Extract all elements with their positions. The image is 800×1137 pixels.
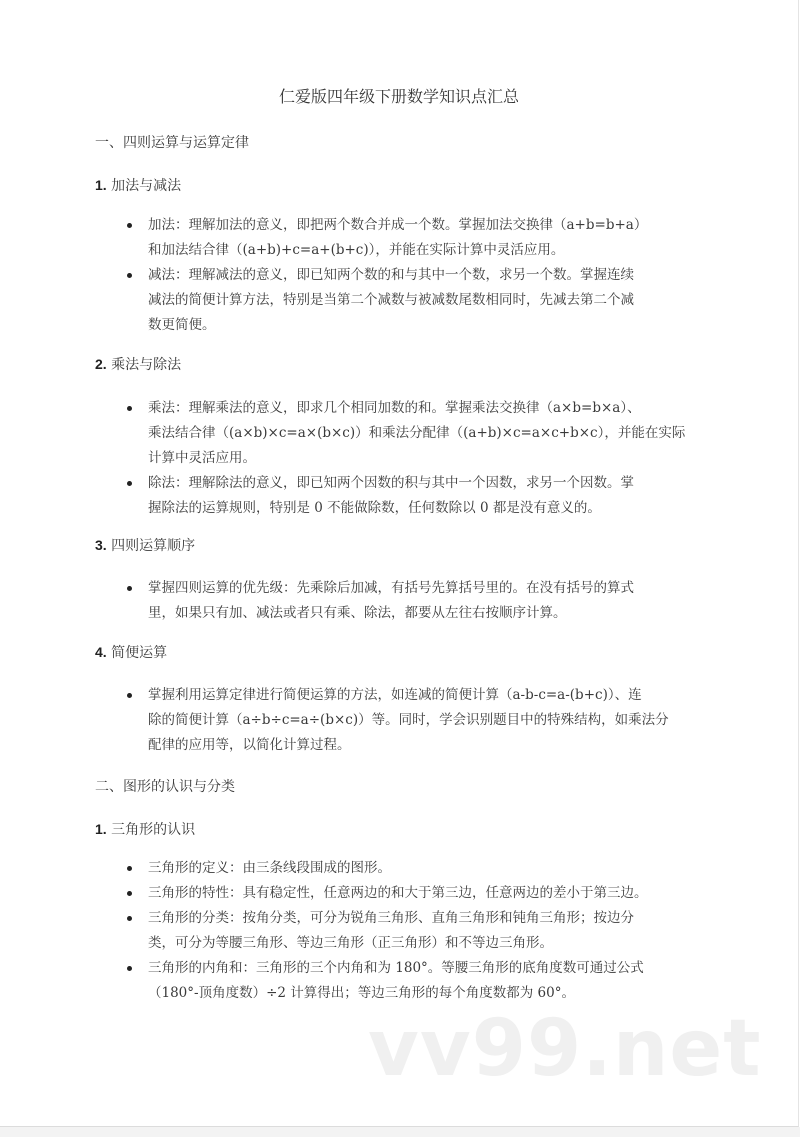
bullet-icon bbox=[127, 586, 132, 591]
list-item-text: 乘法结合律（(a×b)×c=a×(b×c)）和乘法分配律（(a+b)×c=a×c+b×c），并能在实际 bbox=[148, 425, 686, 441]
list-item-text: 类，可分为等腰三角形、等边三角形（正三角形）和不等边三角形。 bbox=[148, 935, 553, 951]
subsection-heading bbox=[95, 173, 798, 198]
bullet-icon bbox=[127, 481, 132, 486]
document-title: 仁爱版四年级下册数学知识点汇总 bbox=[278, 87, 519, 106]
list-item-text: 数更简便。 bbox=[148, 317, 216, 333]
bullet-icon bbox=[127, 866, 132, 871]
bullet-icon bbox=[127, 406, 132, 411]
bullet-icon bbox=[127, 966, 132, 971]
section-heading: 二、图形的认识与分类 bbox=[95, 779, 235, 795]
subsection-title: 四则运算顺序 bbox=[111, 538, 196, 554]
watermark: vv99.net bbox=[368, 1004, 762, 1094]
list-item-text: 减法：理解减法的意义，即已知两个数的和与其中一个数，求另一个数。掌握连续 bbox=[148, 267, 634, 283]
list-item-text: 掌握利用运算定律进行简便运算的方法，如连减的简便计算（a-b-c=a-(b+c)）、连 bbox=[148, 687, 642, 703]
subsection-heading bbox=[95, 352, 798, 377]
list-item-text: 握除法的运算规则，特别是 0 不能做除数，任何数除以 0 都是没有意义的。 bbox=[148, 500, 601, 516]
bullet-icon bbox=[127, 916, 132, 921]
list-item bbox=[0, 263, 798, 338]
list-item bbox=[0, 213, 798, 263]
subsection-heading bbox=[95, 817, 798, 842]
list-item bbox=[0, 576, 798, 626]
list-item-text: 三角形的分类：按角分类，可分为锐角三角形、直角三角形和钝角三角形；按边分 bbox=[148, 910, 634, 926]
subsection-title: 乘法与除法 bbox=[111, 357, 182, 373]
subsection-number: 3. bbox=[95, 537, 107, 553]
list-item bbox=[0, 881, 798, 906]
list-item bbox=[0, 856, 798, 881]
list-item-text: 除的简便计算（a÷b÷c=a÷(b×c)）等。同时，学会识别题目中的特殊结构，如乘法分 bbox=[148, 712, 669, 728]
list-item-text: 里，如果只有加、减法或者只有乘、除法，都要从左往右按顺序计算。 bbox=[148, 605, 567, 621]
bullet-list bbox=[0, 683, 798, 758]
list-item-text: 三角形的特性：具有稳定性，任意两边的和大于第三边，任意两边的差小于第三边。 bbox=[148, 885, 648, 901]
list-item-text: 配律的应用等，以简化计算过程。 bbox=[148, 737, 351, 753]
list-item-text: （180°-顶角度数）÷2 计算得出；等边三角形的每个角度数都为 60°。 bbox=[148, 985, 575, 1001]
section-heading: 一、四则运算与运算定律 bbox=[95, 135, 249, 151]
list-item bbox=[0, 683, 798, 758]
subsection-title: 简便运算 bbox=[111, 645, 168, 661]
subsection-number: 4. bbox=[95, 644, 107, 660]
subsection-heading bbox=[95, 640, 798, 665]
bullet-list bbox=[0, 213, 798, 338]
list-item-text: 三角形的内角和：三角形的三个内角和为 180°。等腰三角形的底角度数可通过公式 bbox=[148, 960, 644, 976]
list-item bbox=[0, 956, 798, 1006]
list-item-text: 乘法：理解乘法的意义，即求几个相同加数的和。掌握乘法交换律（a×b=b×a）、 bbox=[148, 400, 641, 416]
bullet-icon bbox=[127, 693, 132, 698]
bullet-list bbox=[0, 856, 798, 1006]
subsection-title: 三角形的认识 bbox=[111, 822, 196, 838]
list-item-text: 和加法结合律（(a+b)+c=a+(b+c)），并能在实际计算中灵活应用。 bbox=[148, 242, 565, 258]
bullet-list bbox=[0, 576, 798, 626]
subsection-heading bbox=[95, 533, 798, 558]
subsection-number: 2. bbox=[95, 356, 107, 372]
subsection-title: 加法与减法 bbox=[111, 178, 182, 194]
list-item-text: 计算中灵活应用。 bbox=[148, 450, 256, 466]
list-item bbox=[0, 396, 798, 471]
bullet-icon bbox=[127, 891, 132, 896]
bullet-icon bbox=[127, 223, 132, 228]
subsection-number: 1. bbox=[95, 821, 107, 837]
list-item-text: 除法：理解除法的意义，即已知两个因数的积与其中一个因数，求另一个因数。掌 bbox=[148, 475, 634, 491]
list-item bbox=[0, 471, 798, 521]
list-item bbox=[0, 906, 798, 956]
list-item-text: 加法：理解加法的意义，即把两个数合并成一个数。掌握加法交换律（a+b=b+a） bbox=[148, 217, 648, 233]
list-item-text: 掌握四则运算的优先级：先乘除后加减，有括号先算括号里的。在没有括号的算式 bbox=[148, 580, 634, 596]
subsection-number: 1. bbox=[95, 177, 107, 193]
bullet-icon bbox=[127, 273, 132, 278]
page-bottom-strip bbox=[0, 1127, 800, 1137]
bullet-list bbox=[0, 396, 798, 521]
list-item-text: 减法的简便计算方法，特别是当第二个减数与被减数尾数相同时，先减去第二个减 bbox=[148, 292, 634, 308]
list-item-text: 三角形的定义：由三条线段围成的图形。 bbox=[148, 860, 391, 876]
